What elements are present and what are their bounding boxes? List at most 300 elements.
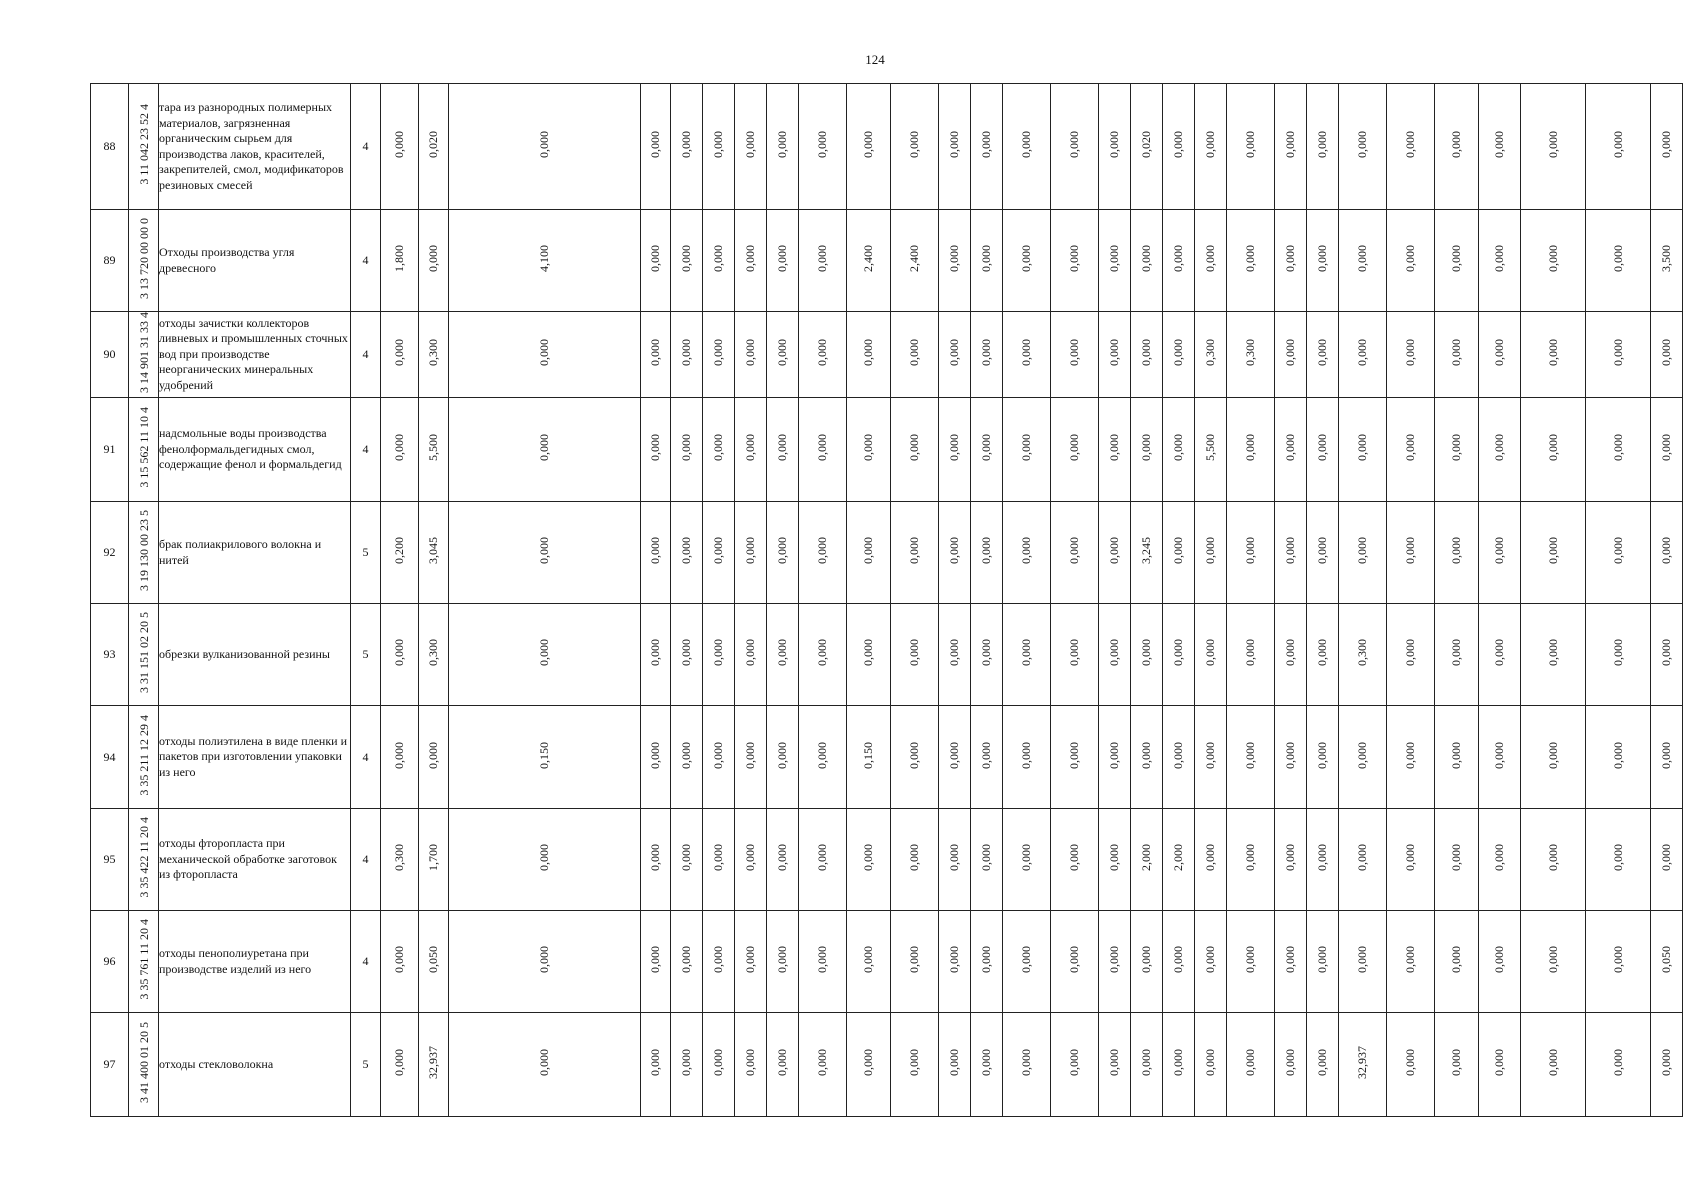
value-cell <box>419 911 449 1013</box>
value: 0,000 <box>392 946 406 973</box>
value: 0,000 <box>1545 639 1560 666</box>
value: 0,000 <box>1449 245 1463 272</box>
value: 0,000 <box>1107 946 1121 973</box>
value: 0,000 <box>1492 245 1506 272</box>
waste-name: отходы стекловолокна <box>159 1013 351 1117</box>
value: 0,000 <box>679 741 693 769</box>
value: 0,000 <box>1019 434 1033 461</box>
value-cell <box>641 809 671 911</box>
value: 0,000 <box>743 339 757 366</box>
value: 0,000 <box>1449 946 1463 973</box>
value: 0,300 <box>1243 339 1257 366</box>
value-cell <box>703 604 735 706</box>
value-cell <box>1051 604 1099 706</box>
value: 0,000 <box>815 434 829 461</box>
value: 0,000 <box>679 639 693 666</box>
value: 0,000 <box>979 245 993 272</box>
value-cell <box>1275 604 1307 706</box>
value-cell <box>767 210 799 312</box>
table-row <box>91 1013 1683 1117</box>
value-cell <box>1339 706 1387 809</box>
value: 0,000 <box>815 1049 829 1076</box>
page-number: 124 <box>865 52 885 67</box>
value-cell <box>847 706 891 809</box>
value-cell <box>1479 911 1521 1013</box>
value: 0,000 <box>861 946 875 973</box>
value: 0,000 <box>392 434 406 461</box>
value: 0,000 <box>1659 339 1673 366</box>
value-cell <box>1339 502 1387 604</box>
value-cell <box>1479 210 1521 312</box>
value: 0,000 <box>1610 639 1625 666</box>
value-cell <box>1051 502 1099 604</box>
value: 0,000 <box>907 946 921 973</box>
value: 0,000 <box>1403 946 1417 973</box>
value: 0,000 <box>743 639 757 666</box>
value-cell <box>1586 84 1651 210</box>
row-number: 97 <box>91 1013 129 1117</box>
value-cell <box>1003 502 1051 604</box>
value: 0,000 <box>1243 1049 1257 1076</box>
value: 0,000 <box>679 434 693 461</box>
value-cell <box>799 706 847 809</box>
value-cell <box>799 502 847 604</box>
value-cell <box>449 706 641 809</box>
value: 0,000 <box>1355 131 1369 158</box>
value-cell <box>1435 398 1479 502</box>
value-cell <box>891 398 939 502</box>
value-cell <box>1099 1013 1131 1117</box>
row-number: 94 <box>91 706 129 809</box>
waste-code: 3 15 562 11 10 4 <box>136 407 151 488</box>
value: 0,000 <box>1139 946 1153 973</box>
value: 0,000 <box>1492 131 1506 158</box>
value: 0,000 <box>775 1049 789 1076</box>
value-cell <box>767 809 799 911</box>
value: 0,000 <box>711 245 725 272</box>
value: 0,000 <box>648 434 662 461</box>
value-cell <box>1651 502 1683 604</box>
value-cell <box>939 706 971 809</box>
value: 0,000 <box>711 946 725 973</box>
value: 0,000 <box>392 639 406 666</box>
value-cell <box>1275 911 1307 1013</box>
value: 0,000 <box>1203 245 1217 272</box>
value-cell <box>799 604 847 706</box>
value: 0,000 <box>1315 741 1329 769</box>
value-cell <box>735 312 767 398</box>
value-cell <box>419 706 449 809</box>
value: 0,000 <box>1107 537 1121 564</box>
value: 0,000 <box>1610 434 1625 461</box>
waste-name: Отходы производства угля древесного <box>159 210 351 312</box>
value-cell <box>735 84 767 210</box>
value: 0,000 <box>1203 946 1217 973</box>
value-cell <box>703 809 735 911</box>
value: 0,000 <box>679 245 693 272</box>
value: 0,000 <box>815 639 829 666</box>
value-cell <box>1387 84 1435 210</box>
waste-name: обрезки вулканизованной резины <box>159 604 351 706</box>
value: 0,000 <box>1449 537 1463 564</box>
value: 0,000 <box>1659 434 1673 461</box>
value-cell <box>847 1013 891 1117</box>
value: 0,000 <box>648 537 662 564</box>
value-cell <box>671 604 703 706</box>
value-cell <box>939 210 971 312</box>
value-cell <box>847 210 891 312</box>
value-cell <box>449 502 641 604</box>
value-cell <box>1521 604 1586 706</box>
value-cell <box>1275 809 1307 911</box>
value: 0,000 <box>1067 1049 1081 1076</box>
value: 0,000 <box>679 946 693 973</box>
value-cell <box>1099 604 1131 706</box>
value: 0,000 <box>907 434 921 461</box>
row-number: 91 <box>91 398 129 502</box>
value-cell <box>891 809 939 911</box>
value: 0,000 <box>1203 844 1217 871</box>
value: 0,000 <box>743 741 757 769</box>
waste-table-body <box>91 84 1683 1117</box>
value: 0,000 <box>679 131 693 158</box>
value-cell <box>1435 706 1479 809</box>
value-cell <box>1195 1013 1227 1117</box>
value: 0,000 <box>711 537 725 564</box>
value-cell <box>1307 398 1339 502</box>
waste-code: 3 41 400 01 20 5 <box>136 1022 151 1103</box>
value-cell <box>1651 1013 1683 1117</box>
value-cell <box>1003 706 1051 809</box>
hazard-class: 4 <box>351 911 381 1013</box>
value: 0,000 <box>775 537 789 564</box>
value: 0,000 <box>1019 131 1033 158</box>
value: 0,300 <box>426 639 440 666</box>
value: 0,000 <box>861 844 875 871</box>
value: 0,000 <box>979 537 993 564</box>
value: 0,000 <box>775 741 789 769</box>
value: 0,000 <box>1107 1049 1121 1076</box>
value-cell <box>641 84 671 210</box>
value: 0,000 <box>537 844 551 871</box>
value-cell <box>1003 809 1051 911</box>
value: 0,000 <box>947 339 961 366</box>
value: 0,300 <box>426 339 440 366</box>
value-cell <box>847 502 891 604</box>
value-cell <box>381 604 419 706</box>
value: 0,000 <box>1067 639 1081 666</box>
value-cell <box>1307 809 1339 911</box>
value-cell <box>671 210 703 312</box>
value: 0,000 <box>1545 434 1560 461</box>
value-cell <box>1435 809 1479 911</box>
value-cell <box>1521 210 1586 312</box>
value: 0,000 <box>775 339 789 366</box>
value: 0,000 <box>815 537 829 564</box>
value: 0,000 <box>861 639 875 666</box>
value-cell <box>735 604 767 706</box>
value: 0,050 <box>1659 946 1673 973</box>
value: 0,000 <box>947 741 961 769</box>
value-cell <box>671 398 703 502</box>
value: 0,000 <box>775 131 789 158</box>
waste-code-cell <box>129 1013 159 1117</box>
value: 0,000 <box>947 131 961 158</box>
value: 0,000 <box>1139 1049 1153 1076</box>
value-cell <box>1195 604 1227 706</box>
value-cell <box>939 1013 971 1117</box>
value-cell <box>1131 84 1163 210</box>
value: 0,000 <box>1171 537 1185 564</box>
waste-code: 3 35 761 11 20 4 <box>136 919 151 1000</box>
value: 0,000 <box>1139 339 1153 366</box>
value-cell <box>1586 809 1651 911</box>
value-cell <box>1003 84 1051 210</box>
value-cell <box>1651 84 1683 210</box>
value: 0,000 <box>1203 741 1217 769</box>
value: 0,000 <box>1315 537 1329 564</box>
value-cell <box>1387 1013 1435 1117</box>
value: 0,000 <box>1107 434 1121 461</box>
value: 5,500 <box>426 434 440 461</box>
value-cell <box>1275 1013 1307 1117</box>
value-cell <box>1099 312 1131 398</box>
value-cell <box>1339 1013 1387 1117</box>
value-cell <box>799 911 847 1013</box>
value-cell <box>1227 809 1275 911</box>
value-cell <box>703 911 735 1013</box>
value: 0,000 <box>979 639 993 666</box>
value-cell <box>449 210 641 312</box>
value: 0,000 <box>861 131 875 158</box>
value-cell <box>1227 911 1275 1013</box>
value: 0,000 <box>1243 741 1257 769</box>
value: 0,000 <box>537 537 551 564</box>
row-number: 88 <box>91 84 129 210</box>
value: 0,000 <box>743 131 757 158</box>
value: 0,000 <box>815 245 829 272</box>
value: 0,000 <box>1659 639 1673 666</box>
value: 0,000 <box>1315 245 1329 272</box>
value: 0,000 <box>1659 1049 1673 1076</box>
value: 0,000 <box>1243 639 1257 666</box>
value: 0,000 <box>1545 131 1560 158</box>
value-cell <box>767 502 799 604</box>
value-cell <box>1131 502 1163 604</box>
value-cell <box>1651 312 1683 398</box>
value: 0,000 <box>1449 339 1463 366</box>
value: 3,045 <box>426 537 440 564</box>
value: 0,000 <box>1283 131 1297 158</box>
value: 0,000 <box>1203 131 1217 158</box>
value: 0,000 <box>1243 537 1257 564</box>
value: 0,000 <box>947 1049 961 1076</box>
waste-name: отходы полиэтилена в виде пленки и пакетов при изготовлении упаковки из него <box>159 706 351 809</box>
table-row <box>91 312 1683 398</box>
value: 0,000 <box>1355 434 1369 461</box>
value: 0,000 <box>1355 946 1369 973</box>
value-cell <box>767 398 799 502</box>
value: 0,000 <box>1067 339 1081 366</box>
hazard-class: 4 <box>351 312 381 398</box>
value: 0,000 <box>815 131 829 158</box>
value: 0,000 <box>979 1049 993 1076</box>
value-cell <box>939 312 971 398</box>
value: 0,000 <box>1107 639 1121 666</box>
value-cell <box>1387 502 1435 604</box>
value-cell <box>1651 604 1683 706</box>
value-cell <box>1003 210 1051 312</box>
value: 0,000 <box>1019 946 1033 973</box>
value: 0,000 <box>743 245 757 272</box>
value: 0,000 <box>537 131 551 158</box>
value: 0,050 <box>426 946 440 973</box>
value-cell <box>1099 809 1131 911</box>
value-cell <box>671 706 703 809</box>
value-cell <box>939 604 971 706</box>
value-cell <box>641 312 671 398</box>
value: 0,020 <box>1139 131 1153 158</box>
value-cell <box>1307 210 1339 312</box>
value: 0,000 <box>1492 639 1506 666</box>
value: 0,000 <box>1315 1049 1329 1076</box>
value: 0,000 <box>1107 844 1121 871</box>
value-cell <box>847 809 891 911</box>
waste-name: тара из разнородных полимерных материалов, загрязненная органическим сырьем для производства лаков, красителей, закрепителей, смол, модификаторов резиновых смесей <box>159 84 351 210</box>
value-cell <box>1586 312 1651 398</box>
value: 0,000 <box>1203 1049 1217 1076</box>
value: 0,000 <box>947 245 961 272</box>
value: 0,000 <box>537 339 551 366</box>
value: 0,000 <box>711 131 725 158</box>
value-cell <box>1099 706 1131 809</box>
table-row <box>91 84 1683 210</box>
value: 0,000 <box>1107 741 1121 769</box>
value-cell <box>971 706 1003 809</box>
value: 0,000 <box>979 844 993 871</box>
value-cell <box>1586 502 1651 604</box>
value: 0,150 <box>537 741 551 769</box>
value: 0,000 <box>1610 1049 1625 1076</box>
value: 0,000 <box>1243 434 1257 461</box>
hazard-class: 4 <box>351 398 381 502</box>
value-cell <box>735 706 767 809</box>
value: 0,000 <box>1449 1049 1463 1076</box>
value-cell <box>1651 398 1683 502</box>
value: 0,000 <box>979 741 993 769</box>
value: 0,000 <box>907 639 921 666</box>
value-cell <box>1163 911 1195 1013</box>
value-cell <box>1521 809 1586 911</box>
value: 0,000 <box>1107 245 1121 272</box>
value-cell <box>767 1013 799 1117</box>
hazard-class: 4 <box>351 706 381 809</box>
row-number: 93 <box>91 604 129 706</box>
value: 0,000 <box>1403 339 1417 366</box>
value-cell <box>641 398 671 502</box>
value: 0,000 <box>775 946 789 973</box>
value: 0,000 <box>1019 844 1033 871</box>
value-cell <box>671 911 703 1013</box>
value: 0,000 <box>1403 844 1417 871</box>
value-cell <box>641 502 671 604</box>
waste-code: 3 35 211 12 29 4 <box>136 714 151 796</box>
value: 0,000 <box>1067 844 1081 871</box>
hazard-class: 4 <box>351 809 381 911</box>
value-cell <box>671 312 703 398</box>
value: 0,000 <box>947 639 961 666</box>
value-cell <box>1586 1013 1651 1117</box>
value-cell <box>1131 210 1163 312</box>
value-cell <box>381 398 419 502</box>
value: 0,000 <box>1243 946 1257 973</box>
value: 0,000 <box>947 946 961 973</box>
value: 0,000 <box>947 844 961 871</box>
value: 0,000 <box>1019 339 1033 366</box>
value-cell <box>1275 312 1307 398</box>
value: 0,000 <box>392 1049 406 1076</box>
waste-code-cell <box>129 809 159 911</box>
value: 0,000 <box>1203 639 1217 666</box>
value: 0,000 <box>907 131 921 158</box>
value-cell <box>381 809 419 911</box>
value: 0,000 <box>711 844 725 871</box>
value-cell <box>419 312 449 398</box>
value: 0,000 <box>979 131 993 158</box>
waste-code: 3 19 130 00 23 5 <box>136 510 151 591</box>
waste-code-cell <box>129 911 159 1013</box>
value: 0,000 <box>1492 1049 1506 1076</box>
value: 0,000 <box>1283 339 1297 366</box>
value-cell <box>971 911 1003 1013</box>
value-cell <box>381 706 419 809</box>
waste-code-cell <box>129 84 159 210</box>
value: 0,300 <box>392 844 406 871</box>
value: 4,100 <box>537 245 551 272</box>
waste-name: отходы фторопласта при механической обработке заготовок из фторопласта <box>159 809 351 911</box>
value: 0,000 <box>1203 537 1217 564</box>
value: 0,000 <box>1019 537 1033 564</box>
value-cell <box>891 706 939 809</box>
value: 0,000 <box>1545 537 1560 564</box>
value: 0,000 <box>426 245 440 272</box>
value: 0,000 <box>1449 639 1463 666</box>
value: 0,000 <box>1019 639 1033 666</box>
value-cell <box>1099 210 1131 312</box>
value: 0,000 <box>1403 537 1417 564</box>
waste-code: 3 31 151 02 20 5 <box>136 612 151 693</box>
value-cell <box>1479 502 1521 604</box>
value-cell <box>1003 604 1051 706</box>
table-row <box>91 911 1683 1013</box>
value-cell <box>1099 84 1131 210</box>
value: 0,000 <box>648 946 662 973</box>
value: 2,000 <box>1139 844 1153 871</box>
value: 0,000 <box>907 1049 921 1076</box>
table-row <box>91 398 1683 502</box>
value: 0,000 <box>1545 946 1560 973</box>
value: 0,000 <box>1545 1049 1560 1076</box>
waste-name: отходы пенополиуретана при производстве изделий из него <box>159 911 351 1013</box>
value-cell <box>1227 312 1275 398</box>
value-cell <box>449 911 641 1013</box>
value-cell <box>971 502 1003 604</box>
value-cell <box>381 502 419 604</box>
value-cell <box>1521 398 1586 502</box>
value: 0,000 <box>743 844 757 871</box>
value: 0,000 <box>679 844 693 871</box>
value: 0,000 <box>648 131 662 158</box>
